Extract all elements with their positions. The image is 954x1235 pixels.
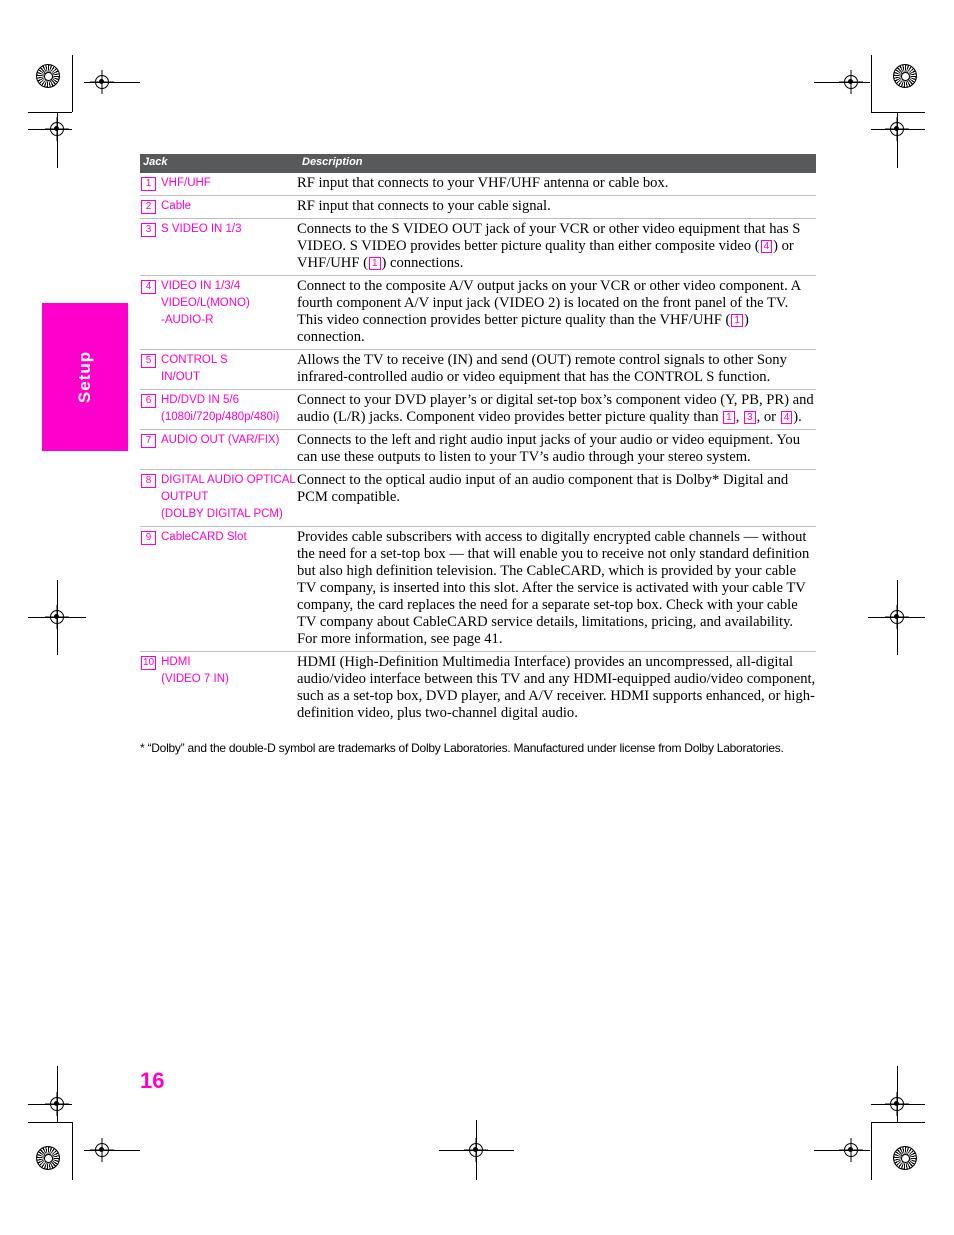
- registration-rosette-icon: [36, 64, 60, 88]
- table-row: [140, 390, 816, 430]
- description-text: Connects to the left and right audio input jacks of your audio or video equipment. You can use these outputs to listen to your TV’s audio through your stereo system.: [297, 432, 800, 465]
- jack-reference-badge: 1: [723, 411, 735, 424]
- jack-label: HDMI (VIDEO 7 IN): [161, 656, 229, 685]
- jack-label: DIGITAL AUDIO OPTICAL OUTPUT (DOLBY DIGITAL PCM): [161, 474, 296, 520]
- description-text: Provides cable subscribers with access to digitally encrypted cable channels — without the need for a set-top box — that will enable you to receive not only standard definition but also high definition television. The CableCARD, which is provided by your cable TV company, is inserted into this slot. After the service is activated with your cable TV company, the card replaces the need for a separate set-top box. Check with your cable TV company about CableCARD service details, limitations, pricing, and availability. For more information, see page 41.: [297, 529, 810, 647]
- table-row: [140, 196, 816, 219]
- jack-label: VIDEO IN 1/3/4 VIDEO/L(MONO) -AUDIO-R: [161, 280, 250, 326]
- jack-cell: [140, 278, 297, 346]
- description-text: RF input that connects to your VHF/UHF antenna or cable box.: [297, 175, 669, 191]
- jack-reference-badge: 4: [781, 411, 793, 424]
- jack-label: Cable: [161, 200, 192, 212]
- jack-reference-badge: 1: [369, 257, 381, 270]
- description-text: ) or VHF/UHF (: [297, 238, 794, 271]
- registration-rosette-icon: [893, 1146, 917, 1170]
- jack-number-badge: 1: [141, 177, 156, 191]
- description-cell: [297, 175, 816, 192]
- jack-label: HD/DVD IN 5/6 (1080i/720p/480p/480i): [161, 394, 280, 423]
- table-body: [140, 173, 816, 725]
- description-cell: [297, 654, 816, 722]
- table-row: [140, 527, 816, 652]
- description-cell: [297, 278, 816, 346]
- table-row: [140, 470, 816, 527]
- jack-cell: [140, 654, 297, 722]
- registration-rosette-icon: [36, 1146, 60, 1170]
- jack-label: S VIDEO IN 1/3: [161, 223, 242, 235]
- jack-label: CableCARD Slot: [161, 531, 247, 543]
- jack-number-badge: 8: [141, 474, 156, 488]
- description-cell: [297, 472, 816, 523]
- description-text: ) connections.: [381, 255, 464, 271]
- jack-cell: [140, 198, 297, 215]
- section-side-tab-label: Setup: [75, 350, 94, 404]
- description-text: Connect to the optical audio input of an audio component that is Dolby* Digital and PCM compatible.: [297, 472, 789, 505]
- jack-reference-badge: 4: [761, 240, 773, 253]
- table-row: [140, 350, 816, 390]
- jack-number-badge: 2: [141, 200, 156, 214]
- jack-label: CONTROL S IN/OUT: [161, 354, 228, 383]
- description-cell: [297, 432, 816, 466]
- description-text: Connect to your DVD player’s or digital set-top box’s component video (Y, PB, PR) and audio (L/R) jacks. Component video provides better picture quality than: [297, 392, 814, 425]
- table-row: [140, 173, 816, 196]
- description-text: Connects to the S VIDEO OUT jack of your VCR or other video equipment that has S VIDEO. S VIDEO provides better picture quality than either composite video (: [297, 221, 801, 254]
- jack-cell: [140, 352, 297, 386]
- description-cell: [297, 529, 816, 648]
- footnote: * “Dolby” and the double-D symbol are trademarks of Dolby Laboratories. Manufactured under license from Dolby Laboratories.: [140, 741, 784, 755]
- jack-label: AUDIO OUT (VAR/FIX): [161, 434, 280, 446]
- description-text: ).: [793, 409, 802, 425]
- column-header-jack: Jack: [143, 156, 168, 168]
- jack-cell: [140, 392, 297, 426]
- table-header: [140, 154, 816, 173]
- page-number: 16: [140, 1068, 165, 1093]
- jack-cell: [140, 432, 297, 466]
- jack-number-badge: 6: [141, 394, 156, 408]
- jack-cell: [140, 175, 297, 192]
- description-cell: [297, 352, 816, 386]
- jack-cell: [140, 221, 297, 272]
- jack-number-badge: 4: [141, 280, 156, 294]
- jack-description-table: [140, 154, 816, 725]
- description-cell: [297, 221, 816, 272]
- description-text: Connect to the composite A/V output jacks on your VCR or other video component. A fourth component A/V input jack (VIDEO 2) is located on the front panel of the TV. This video connection provides better picture quality than the VHF/UHF (: [297, 278, 801, 328]
- jack-label: VHF/UHF: [161, 177, 211, 189]
- description-text: Allows the TV to receive (IN) and send (OUT) remote control signals to other Sony infrared-controlled audio or video equipment that has the CONTROL S function.: [297, 352, 787, 385]
- jack-reference-badge: 3: [744, 411, 756, 424]
- description-text: HDMI (High-Definition Multimedia Interface) provides an uncompressed, all-digital audio/video interface between this TV and any HDMI-equipped audio/video component, such as a set-top box, DVD player, and A/V receiver. HDMI supports enhanced, or high-definition video, plus two-channel digital audio.: [297, 654, 816, 721]
- description-text: RF input that connects to your cable signal.: [297, 198, 551, 214]
- jack-number-badge: 3: [141, 223, 156, 237]
- jack-number-badge: 7: [141, 434, 156, 448]
- table-row: [140, 430, 816, 470]
- jack-number-badge: 9: [141, 531, 156, 545]
- table-row: [140, 219, 816, 276]
- description-text: ) connection.: [297, 312, 749, 345]
- table-row: [140, 652, 816, 725]
- section-side-tab: [42, 303, 128, 451]
- jack-reference-badge: 1: [731, 314, 743, 327]
- description-text: ,: [735, 409, 744, 425]
- table-row: [140, 276, 816, 350]
- description-cell: [297, 198, 816, 215]
- jack-number-badge: 5: [141, 354, 156, 368]
- jack-cell: [140, 529, 297, 648]
- jack-number-badge: 10: [143, 657, 155, 668]
- description-text: , or: [756, 409, 780, 425]
- column-header-description: Description: [302, 156, 363, 168]
- jack-cell: [140, 472, 297, 523]
- registration-rosette-icon: [893, 64, 917, 88]
- description-cell: [297, 392, 816, 426]
